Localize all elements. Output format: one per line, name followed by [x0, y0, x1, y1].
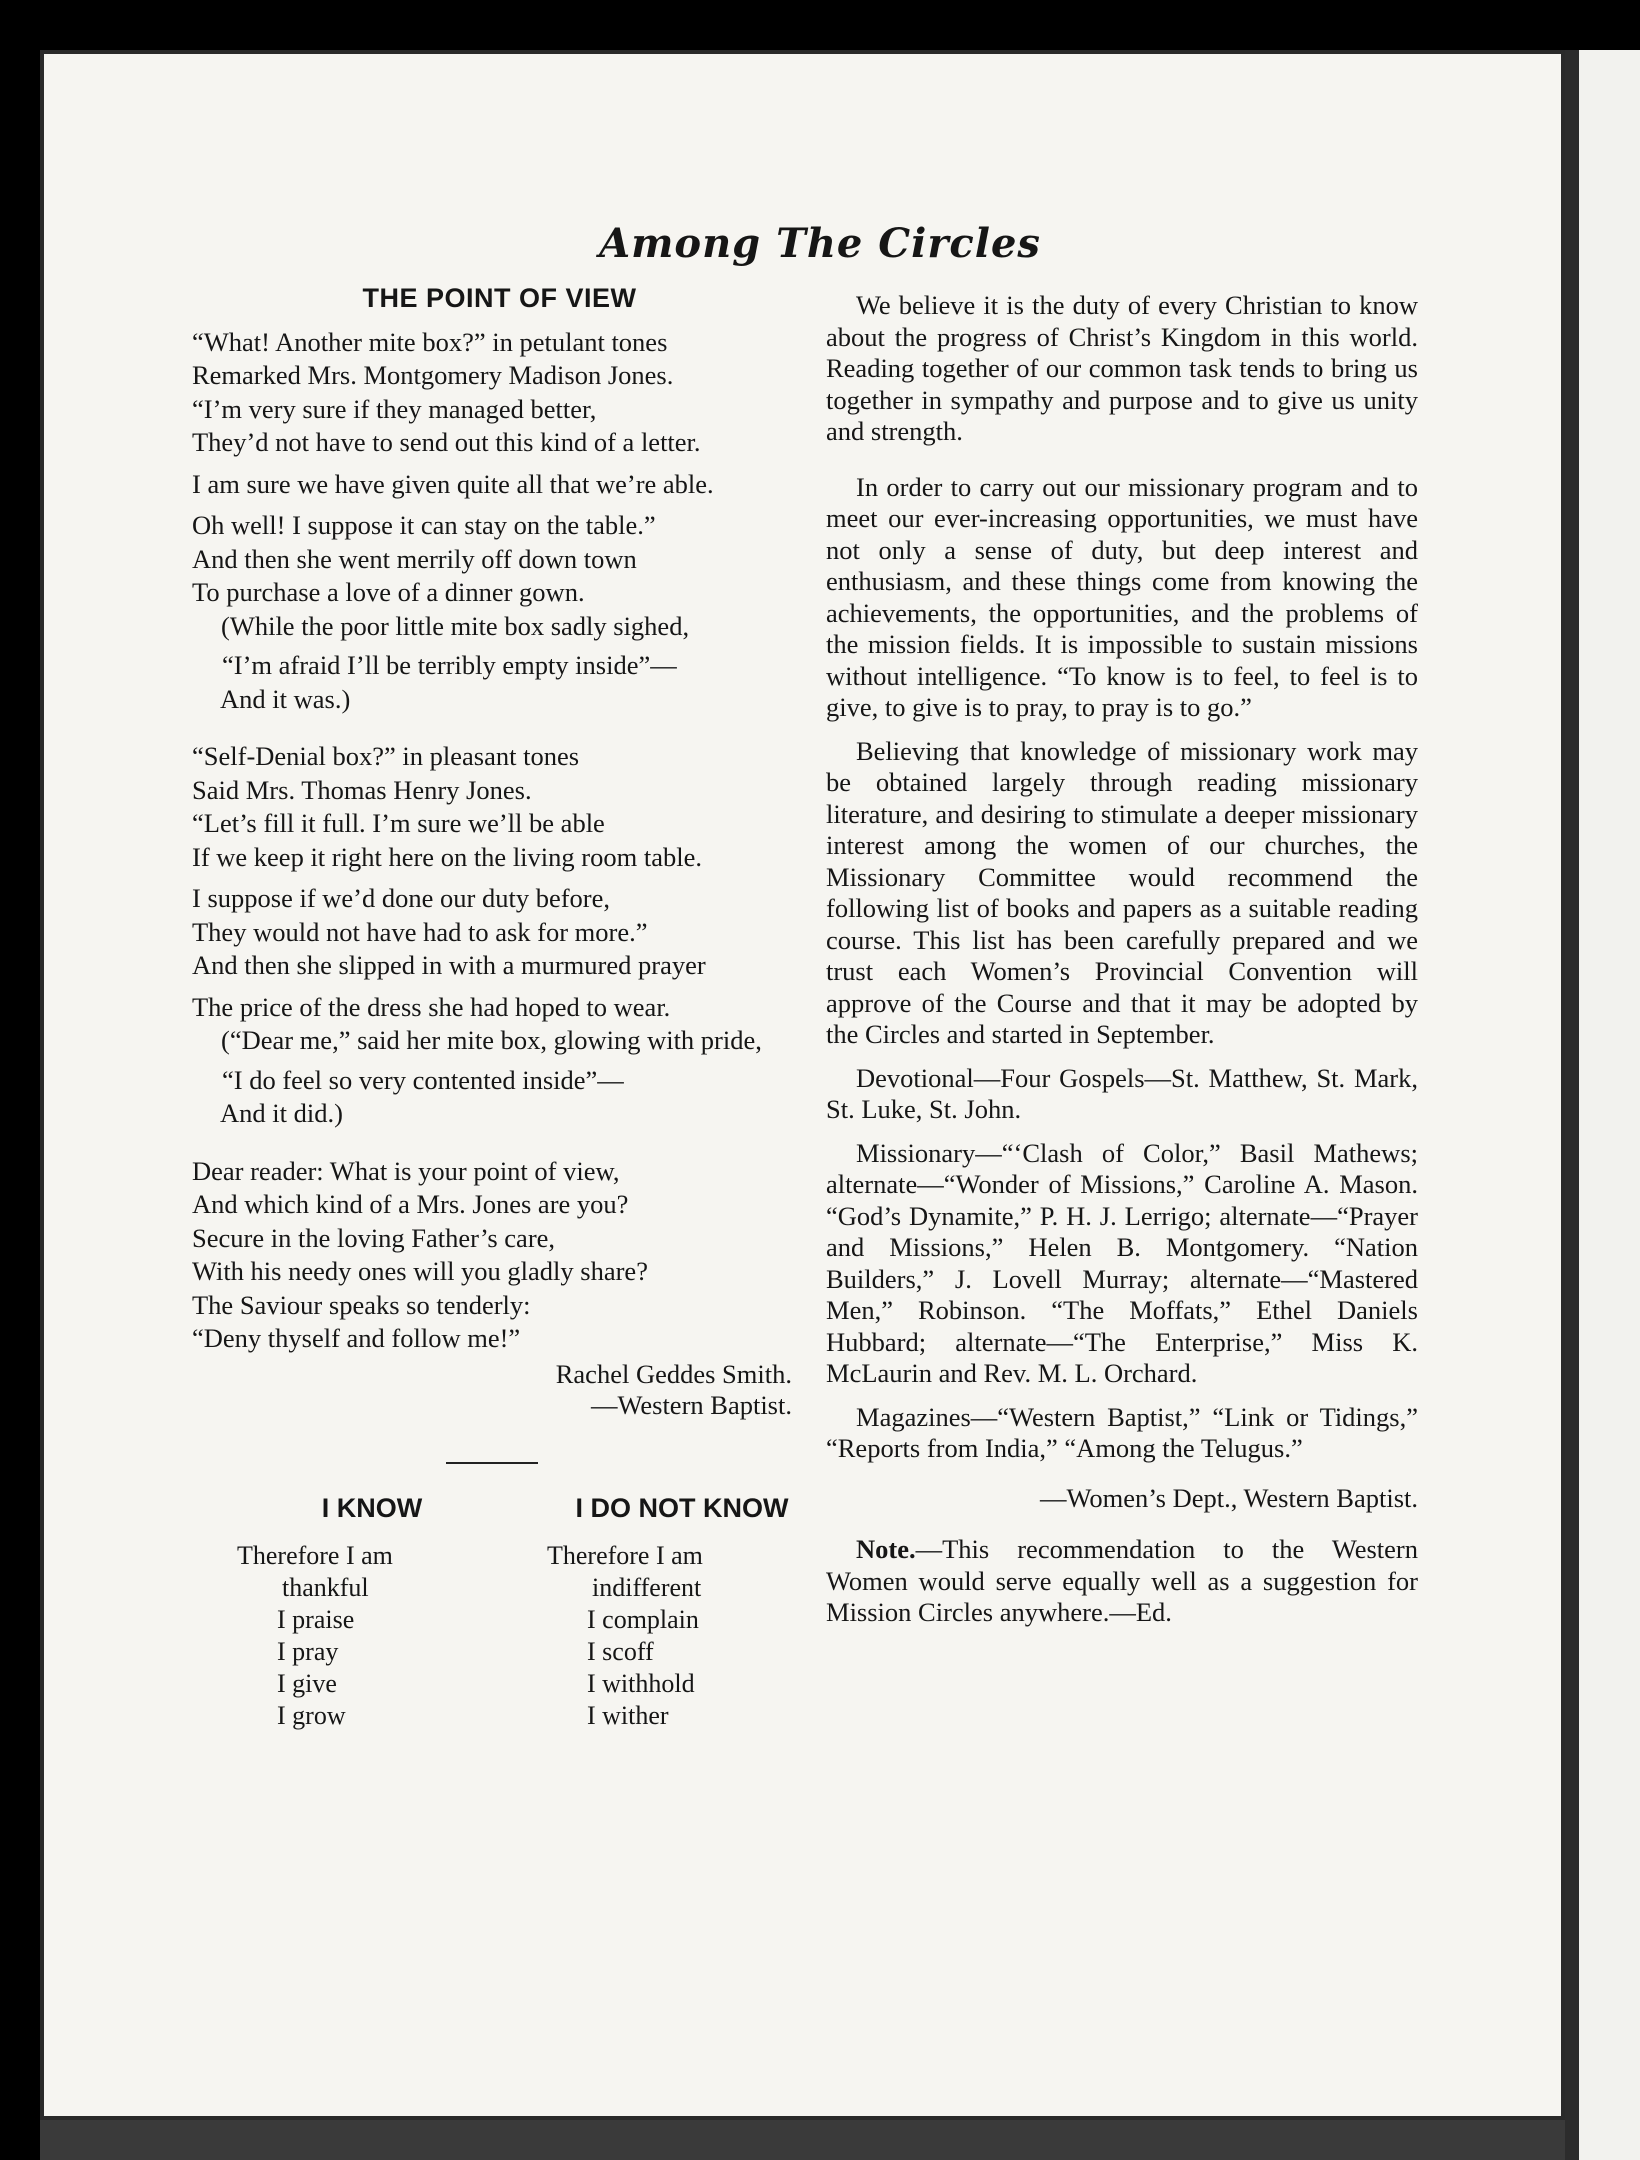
- article-paragraph: Missionary—“‘Clash of Color,” Basil Mathews; alternate—“Wonder of Missions,” Caroline A. Mason. “God’s Dynamite,” P. H. J. Lerrigo; alternate—“Prayer and Missions,” Helen B. Montgomery. “Nation Builders,” J. Lovell Murray; alternate—“Mastered Men,” Robinson. “The Moffats,” Ethel Daniels Hubbard; alternate—“The Enterprise,” Miss K. McLaurin and Rev. M. L. Orchard.: [826, 1137, 1418, 1388]
- left-column: [192, 283, 792, 1732]
- poem-line: They’d not have to send out this kind of a letter.: [192, 427, 701, 457]
- right-column: [826, 290, 1418, 1641]
- know-item: I pray: [277, 1636, 339, 1666]
- poem-line: I am sure we have given quite all that we’re able.: [192, 468, 714, 499]
- poem-line: And it was.): [220, 683, 351, 714]
- poem-line: “Deny thyself and follow me!”: [192, 1323, 521, 1353]
- poem-author: Rachel Geddes Smith.: [555, 1358, 792, 1389]
- poem-stanza: [192, 1156, 792, 1355]
- poem-line: And which kind of a Mrs. Jones are you?: [192, 1189, 629, 1219]
- i-know-list: [237, 1540, 507, 1732]
- poem-title: THE POINT OF VIEW: [362, 283, 637, 313]
- poem-line: “I do feel so very contented inside”—: [222, 1064, 624, 1095]
- know-item: I scoff: [587, 1636, 654, 1666]
- know-item: Therefore I am: [547, 1540, 703, 1570]
- scan-bottom-edge: [40, 2120, 1565, 2160]
- poem-line: “What! Another mite box?” in petulant tones: [192, 326, 668, 357]
- know-item: I praise: [277, 1604, 355, 1634]
- know-item: I wither: [587, 1700, 669, 1730]
- article-credit: —Women’s Dept., Western Baptist.: [1040, 1482, 1418, 1513]
- poem-line: “Self-Denial box?” in pleasant tones: [192, 741, 580, 771]
- know-item: thankful: [282, 1572, 369, 1602]
- poem-line: The Saviour speaks so tenderly:: [192, 1289, 531, 1320]
- poem-line: They would not have had to ask for more.”: [192, 916, 648, 947]
- poem-stanza: [192, 327, 792, 716]
- poem-line: “I’m afraid I’ll be terribly empty inside”—: [222, 650, 677, 680]
- note-label: Note.: [856, 1534, 916, 1564]
- article-paragraph: Believing that knowledge of missionary work may be obtained largely through reading missionary literature, and desiring to stimulate a deeper missionary interest among the women of our churches, the Missionary Committee would recommend the following list of books and papers as a suitable reading course. This list has been carefully prepared and we trust each Women’s Provincial Convention will approve of the Course and that it may be adopted by the Circles and started in September.: [826, 735, 1418, 1049]
- poem-line: Dear reader: What is your point of view,: [192, 1155, 620, 1186]
- poem-line: To purchase a love of a dinner gown.: [192, 577, 585, 607]
- know-item: I withhold: [587, 1668, 695, 1698]
- article-body: [826, 290, 1418, 1465]
- poem-line: Oh well! I suppose it can stay on the table.”: [192, 510, 656, 540]
- poem-line: “Let’s fill it full. I’m sure we’ll be able: [192, 808, 605, 838]
- i-do-not-know-list: [547, 1540, 817, 1732]
- poem-line: The price of the dress she had hoped to wear.: [192, 991, 671, 1022]
- poem-line: Remarked Mrs. Montgomery Madison Jones.: [192, 360, 674, 390]
- i-do-not-know-column: [547, 1492, 817, 1732]
- article-paragraph: Magazines—“Western Baptist,” “Link or Tidings,” “Reports from India,” “Among the Telugus.”: [826, 1401, 1418, 1463]
- i-do-not-know-heading: I DO NOT KNOW: [575, 1492, 789, 1523]
- know-section: [192, 1492, 817, 1732]
- i-know-column: [237, 1492, 507, 1732]
- know-item: I grow: [277, 1700, 346, 1730]
- poem-line: Secure in the loving Father’s care,: [192, 1222, 556, 1253]
- next-page-edge: [1565, 50, 1640, 2160]
- poem-body: [192, 327, 792, 1355]
- know-item: indifferent: [592, 1572, 702, 1602]
- article-paragraph: In order to carry out our missionary program and to meet our ever-increasing opportunities, we must have not only a sense of duty, but deep interest and enthusiasm, and these things come from knowing the achievements, the opportunities, and the problems of the mission fields. It is impossible to sustain missions without intelligence. “To know is to feel, to feel is to give, to give is to pray, to pray is to go.”: [826, 471, 1418, 722]
- editor-note: [826, 1534, 1418, 1629]
- page-title: Among The Circles: [599, 220, 1041, 267]
- note-text: —This recommendation to the Western Women would serve equally well as a suggestion for Mission Circles anywhere.—Ed.: [826, 1534, 1418, 1627]
- poem-line: (“Dear me,” said her mite box, glowing with pride,: [221, 1025, 762, 1055]
- poem-line: “I’m very sure if they managed better,: [192, 393, 597, 424]
- i-know-heading: I KNOW: [321, 1492, 423, 1523]
- poem-line: With his needy ones will you gladly share?: [192, 1256, 648, 1286]
- poem-stanza: [192, 741, 792, 1130]
- poem-line: And it did.): [220, 1098, 343, 1128]
- article-paragraph: Devotional—Four Gospels—St. Matthew, St. Mark, St. Luke, St. John.: [826, 1062, 1418, 1124]
- know-item: I give: [277, 1668, 337, 1698]
- poem-line: If we keep it right here on the living room table.: [192, 841, 702, 872]
- article-paragraph: We believe it is the duty of every Christian to know about the progress of Christ’s Kingdom in this world. Reading together of our common task tends to bring us together in sympathy and purpose and to give us unity and strength.: [826, 290, 1418, 446]
- poem-line: And then she went merrily off down town: [192, 543, 637, 574]
- poem-source: —Western Baptist.: [590, 1390, 792, 1420]
- poem-line: (While the poor little mite box sadly sighed,: [221, 610, 690, 641]
- poem-line: Said Mrs. Thomas Henry Jones.: [192, 774, 532, 805]
- know-item: I complain: [587, 1604, 699, 1634]
- know-item: Therefore I am: [237, 1540, 393, 1570]
- section-divider: [446, 1462, 538, 1464]
- poem-line: And then she slipped in with a murmured prayer: [192, 950, 706, 980]
- poem-line: I suppose if we’d done our duty before,: [192, 883, 610, 913]
